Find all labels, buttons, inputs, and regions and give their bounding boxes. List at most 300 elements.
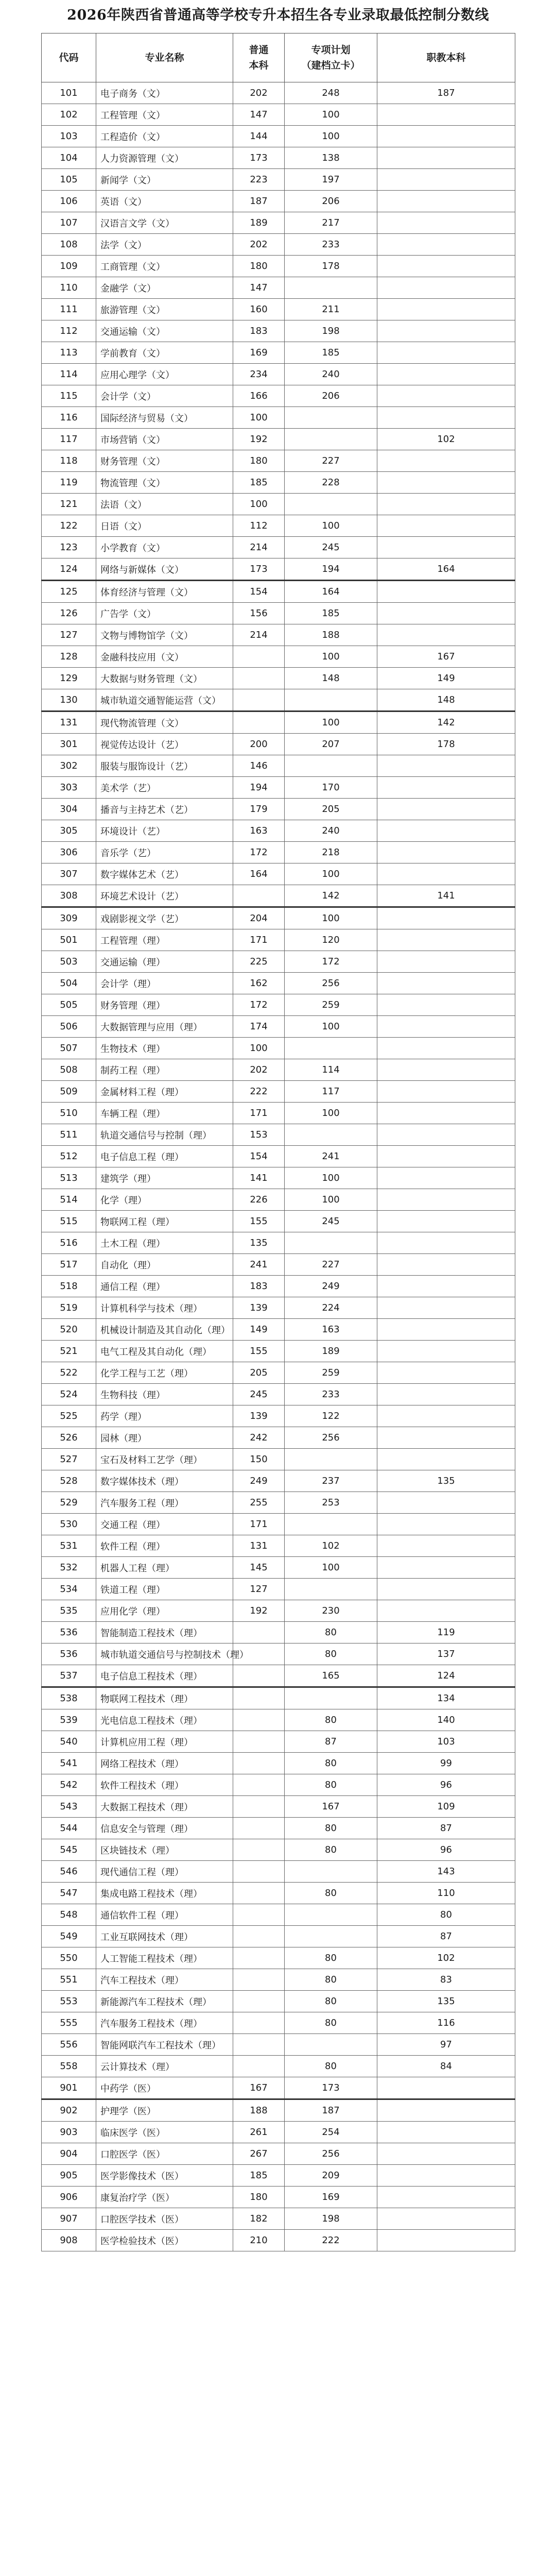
cell-special-plan-score: 80 (285, 1883, 377, 1904)
cell-special-plan-score: 198 (285, 320, 377, 342)
cell-vocational-bachelor-score (377, 1405, 515, 1427)
header-regular-bachelor (233, 33, 285, 82)
cell-major-name: 网络与新媒体（文） (96, 558, 233, 581)
cell-special-plan-score: 80 (285, 1709, 377, 1731)
cell-vocational-bachelor-score (377, 1146, 515, 1167)
table-row (42, 212, 515, 234)
cell-major-name: 康复治疗学（医） (96, 2187, 233, 2208)
cell-code: 550 (42, 1947, 96, 1969)
cell-code: 103 (42, 126, 96, 147)
cell-code: 556 (42, 2034, 96, 2056)
cell-code: 118 (42, 450, 96, 472)
cell-vocational-bachelor-score (377, 1427, 515, 1449)
cell-regular-bachelor-score: 261 (233, 2122, 285, 2143)
cell-special-plan-score: 188 (285, 624, 377, 646)
cell-vocational-bachelor-score (377, 1362, 515, 1384)
cell-regular-bachelor-score: 214 (233, 624, 285, 646)
table-row (42, 1753, 515, 1774)
cell-major-name: 口腔医学（医） (96, 2143, 233, 2165)
cell-vocational-bachelor-score (377, 777, 515, 799)
cell-special-plan-score: 227 (285, 450, 377, 472)
cell-vocational-bachelor-score (377, 2077, 515, 2099)
cell-code: 509 (42, 1081, 96, 1103)
cell-code: 512 (42, 1146, 96, 1167)
cell-major-name: 智能网联汽车工程技术（理） (96, 2034, 233, 2056)
cell-major-name: 护理学（医） (96, 2099, 233, 2122)
table-row (42, 1904, 515, 1926)
cell-code: 122 (42, 515, 96, 537)
cell-code: 549 (42, 1926, 96, 1947)
cell-major-name: 大数据与财务管理（文） (96, 668, 233, 689)
cell-code: 513 (42, 1167, 96, 1189)
cell-vocational-bachelor-score: 148 (377, 689, 515, 711)
cell-vocational-bachelor-score (377, 842, 515, 863)
cell-vocational-bachelor-score (377, 320, 515, 342)
cell-vocational-bachelor-score: 135 (377, 1470, 515, 1492)
cell-major-name: 自动化（理） (96, 1254, 233, 1276)
cell-code: 543 (42, 1796, 96, 1818)
cell-vocational-bachelor-score (377, 1081, 515, 1103)
cell-major-name: 工业互联网技术（理） (96, 1926, 233, 1947)
cell-special-plan-score (285, 1514, 377, 1535)
table-row (42, 929, 515, 951)
cell-code: 114 (42, 364, 96, 385)
table-row (42, 277, 515, 299)
cell-code: 902 (42, 2099, 96, 2122)
table-row (42, 1883, 515, 1904)
table-row (42, 1861, 515, 1883)
cell-vocational-bachelor-score (377, 1038, 515, 1059)
cell-vocational-bachelor-score: 102 (377, 429, 515, 450)
cell-major-name: 汽车工程技术（理） (96, 1969, 233, 1991)
cell-code: 510 (42, 1103, 96, 1124)
table-row (42, 2034, 515, 2056)
cell-regular-bachelor-score: 100 (233, 407, 285, 429)
cell-regular-bachelor-score (233, 2012, 285, 2034)
cell-vocational-bachelor-score: 103 (377, 1731, 515, 1753)
cell-major-name: 法语（文） (96, 494, 233, 515)
cell-regular-bachelor-score: 155 (233, 1211, 285, 1232)
cell-code: 504 (42, 973, 96, 994)
cell-vocational-bachelor-score (377, 191, 515, 212)
cell-regular-bachelor-score: 155 (233, 1341, 285, 1362)
cell-special-plan-score: 80 (285, 1774, 377, 1796)
cell-vocational-bachelor-score (377, 212, 515, 234)
cell-code: 105 (42, 169, 96, 191)
cell-vocational-bachelor-score (377, 1103, 515, 1124)
cell-special-plan-score: 256 (285, 1427, 377, 1449)
cell-code: 535 (42, 1600, 96, 1622)
cell-regular-bachelor-score (233, 1709, 285, 1731)
cell-code: 542 (42, 1774, 96, 1796)
table-row (42, 1839, 515, 1861)
cell-code: 112 (42, 320, 96, 342)
cell-special-plan-score: 245 (285, 1211, 377, 1232)
table-row (42, 1081, 515, 1103)
cell-regular-bachelor-score: 214 (233, 537, 285, 558)
table-row (42, 1427, 515, 1449)
cell-special-plan-score: 80 (285, 1818, 377, 1839)
cell-special-plan-score: 100 (285, 1016, 377, 1038)
table-row (42, 558, 515, 581)
cell-vocational-bachelor-score (377, 1514, 515, 1535)
table-row (42, 1124, 515, 1146)
cell-vocational-bachelor-score: 149 (377, 668, 515, 689)
cell-major-name: 物联网工程技术（理） (96, 1687, 233, 1709)
cell-special-plan-score: 173 (285, 2077, 377, 2099)
cell-vocational-bachelor-score (377, 1276, 515, 1297)
cell-special-plan-score: 80 (285, 1991, 377, 2012)
cell-code: 553 (42, 1991, 96, 2012)
table-row (42, 646, 515, 668)
cell-major-name: 数字媒体艺术（艺） (96, 863, 233, 885)
cell-regular-bachelor-score: 241 (233, 1254, 285, 1276)
header-code: 代码 (42, 33, 96, 82)
cell-regular-bachelor-score: 163 (233, 820, 285, 842)
cell-major-name: 体育经济与管理（文） (96, 581, 233, 603)
cell-major-name: 应用心理学（文） (96, 364, 233, 385)
cell-vocational-bachelor-score: 142 (377, 711, 515, 734)
table-row (42, 256, 515, 277)
table-row (42, 1926, 515, 1947)
cell-major-name: 环境设计（艺） (96, 820, 233, 842)
cell-regular-bachelor-score (233, 1774, 285, 1796)
cell-regular-bachelor-score (233, 1947, 285, 1969)
header-name: 专业名称 (96, 33, 233, 82)
cell-major-name: 旅游管理（文） (96, 299, 233, 320)
cell-special-plan-score: 80 (285, 1753, 377, 1774)
cell-major-name: 戏剧影视文学（艺） (96, 907, 233, 929)
table-row (42, 1146, 515, 1167)
cell-regular-bachelor-score: 172 (233, 842, 285, 863)
cell-major-name: 计算机应用工程（理） (96, 1731, 233, 1753)
cell-major-name: 人力资源管理（文） (96, 147, 233, 169)
table-row (42, 2122, 515, 2143)
table-row (42, 1774, 515, 1796)
cell-regular-bachelor-score: 180 (233, 256, 285, 277)
cell-regular-bachelor-score (233, 885, 285, 907)
cell-code: 511 (42, 1124, 96, 1146)
cell-regular-bachelor-score: 100 (233, 1038, 285, 1059)
cell-special-plan-score: 256 (285, 2143, 377, 2165)
cell-major-name: 物联网工程（理） (96, 1211, 233, 1232)
cell-vocational-bachelor-score (377, 1384, 515, 1405)
cell-code: 115 (42, 385, 96, 407)
cell-major-name: 数字媒体技术（理） (96, 1470, 233, 1492)
cell-special-plan-score (285, 407, 377, 429)
cell-regular-bachelor-score: 200 (233, 734, 285, 755)
cell-major-name: 网络工程技术（理） (96, 1753, 233, 1774)
cell-major-name: 小学教育（文） (96, 537, 233, 558)
cell-special-plan-score: 80 (285, 1622, 377, 1643)
header-regular-bachelor-line1: 普通 (249, 44, 269, 56)
cell-regular-bachelor-score: 194 (233, 777, 285, 799)
cell-regular-bachelor-score: 172 (233, 994, 285, 1016)
cell-code: 131 (42, 711, 96, 734)
cell-code: 547 (42, 1883, 96, 1904)
table-row (42, 1016, 515, 1038)
cell-major-name: 制药工程（理） (96, 1059, 233, 1081)
header-special-plan-line2: （建档立卡） (301, 60, 360, 71)
cell-code: 528 (42, 1470, 96, 1492)
cell-regular-bachelor-score: 156 (233, 603, 285, 624)
cell-vocational-bachelor-score (377, 1016, 515, 1038)
cell-special-plan-score (285, 1904, 377, 1926)
cell-major-name: 铁道工程（理） (96, 1579, 233, 1600)
cell-vocational-bachelor-score (377, 929, 515, 951)
cell-major-name: 国际经济与贸易（文） (96, 407, 233, 429)
cell-special-plan-score: 80 (285, 1839, 377, 1861)
cell-code: 110 (42, 277, 96, 299)
cell-regular-bachelor-score (233, 1622, 285, 1643)
cell-regular-bachelor-score: 223 (233, 169, 285, 191)
cell-major-name: 土木工程（理） (96, 1232, 233, 1254)
cell-code: 529 (42, 1492, 96, 1514)
cell-code: 506 (42, 1016, 96, 1038)
cell-code: 301 (42, 734, 96, 755)
cell-vocational-bachelor-score (377, 1059, 515, 1081)
cell-special-plan-score: 100 (285, 1103, 377, 1124)
cell-vocational-bachelor-score (377, 603, 515, 624)
table-row (42, 951, 515, 973)
cell-vocational-bachelor-score (377, 2208, 515, 2230)
cell-regular-bachelor-score: 154 (233, 1146, 285, 1167)
cell-code: 306 (42, 842, 96, 863)
cell-special-plan-score: 187 (285, 2099, 377, 2122)
cell-regular-bachelor-score: 154 (233, 581, 285, 603)
table-row (42, 1600, 515, 1622)
cell-code: 123 (42, 537, 96, 558)
cell-vocational-bachelor-score: 80 (377, 1904, 515, 1926)
cell-regular-bachelor-score (233, 1926, 285, 1947)
cell-regular-bachelor-score (233, 1904, 285, 1926)
cell-vocational-bachelor-score (377, 407, 515, 429)
cell-special-plan-score: 100 (285, 515, 377, 537)
cell-vocational-bachelor-score (377, 581, 515, 603)
cell-regular-bachelor-score: 141 (233, 1167, 285, 1189)
cell-vocational-bachelor-score (377, 2230, 515, 2251)
cell-special-plan-score: 211 (285, 299, 377, 320)
cell-code: 901 (42, 2077, 96, 2099)
cell-major-name: 学前教育（文） (96, 342, 233, 364)
cell-vocational-bachelor-score (377, 126, 515, 147)
cell-code: 516 (42, 1232, 96, 1254)
cell-special-plan-score: 198 (285, 2208, 377, 2230)
cell-regular-bachelor-score: 145 (233, 1557, 285, 1579)
cell-regular-bachelor-score: 180 (233, 2187, 285, 2208)
header-vocational-bachelor: 职教本科 (377, 33, 515, 82)
cell-special-plan-score: 233 (285, 1384, 377, 1405)
table-row (42, 1622, 515, 1643)
cell-code: 107 (42, 212, 96, 234)
cell-vocational-bachelor-score (377, 1557, 515, 1579)
cell-major-name: 光电信息工程技术（理） (96, 1709, 233, 1731)
cell-special-plan-score: 245 (285, 537, 377, 558)
cell-regular-bachelor-score: 169 (233, 342, 285, 364)
cell-regular-bachelor-score: 160 (233, 299, 285, 320)
cell-vocational-bachelor-score (377, 342, 515, 364)
cell-major-name: 交通运输（文） (96, 320, 233, 342)
cell-major-name: 英语（文） (96, 191, 233, 212)
cell-major-name: 现代物流管理（文） (96, 711, 233, 734)
table-row (42, 2230, 515, 2251)
table-row (42, 668, 515, 689)
table-header-row (42, 33, 515, 82)
cell-regular-bachelor-score: 222 (233, 1081, 285, 1103)
cell-code: 117 (42, 429, 96, 450)
cell-vocational-bachelor-score (377, 1189, 515, 1211)
cell-regular-bachelor-score: 162 (233, 973, 285, 994)
cell-special-plan-score (285, 494, 377, 515)
cell-major-name: 通信软件工程（理） (96, 1904, 233, 1926)
cell-code: 121 (42, 494, 96, 515)
cell-regular-bachelor-score (233, 1731, 285, 1753)
cell-code: 116 (42, 407, 96, 429)
cell-vocational-bachelor-score: 187 (377, 82, 515, 104)
table-row (42, 1514, 515, 1535)
cell-code: 517 (42, 1254, 96, 1276)
cell-vocational-bachelor-score (377, 2187, 515, 2208)
cell-vocational-bachelor-score: 137 (377, 1643, 515, 1665)
table-row (42, 1254, 515, 1276)
cell-regular-bachelor-score: 189 (233, 212, 285, 234)
cell-regular-bachelor-score: 166 (233, 385, 285, 407)
cell-vocational-bachelor-score: 96 (377, 1774, 515, 1796)
table-row (42, 407, 515, 429)
cell-code: 524 (42, 1384, 96, 1405)
cell-major-name: 机器人工程（理） (96, 1557, 233, 1579)
table-row (42, 907, 515, 929)
cell-special-plan-score: 259 (285, 994, 377, 1016)
cell-major-name: 文物与博物馆学（文） (96, 624, 233, 646)
table-row (42, 515, 515, 537)
cell-special-plan-score: 230 (285, 1600, 377, 1622)
cell-special-plan-score: 148 (285, 668, 377, 689)
cell-major-name: 金融科技应用（文） (96, 646, 233, 668)
cell-vocational-bachelor-score: 87 (377, 1926, 515, 1947)
cell-vocational-bachelor-score: 164 (377, 558, 515, 581)
cell-regular-bachelor-score (233, 1753, 285, 1774)
cell-special-plan-score: 207 (285, 734, 377, 755)
cell-regular-bachelor-score: 185 (233, 472, 285, 494)
cell-code: 530 (42, 1514, 96, 1535)
table-row (42, 126, 515, 147)
cell-special-plan-score: 249 (285, 1276, 377, 1297)
table-row (42, 1731, 515, 1753)
cell-regular-bachelor-score: 267 (233, 2143, 285, 2165)
cell-code: 514 (42, 1189, 96, 1211)
cell-special-plan-score: 138 (285, 147, 377, 169)
cell-special-plan-score: 228 (285, 472, 377, 494)
cell-vocational-bachelor-score (377, 537, 515, 558)
cell-major-name: 财务管理（理） (96, 994, 233, 1016)
cell-special-plan-score: 114 (285, 1059, 377, 1081)
cell-special-plan-score: 80 (285, 2012, 377, 2034)
cell-regular-bachelor-score: 242 (233, 1427, 285, 1449)
cell-special-plan-score (285, 1579, 377, 1600)
cell-special-plan-score: 248 (285, 82, 377, 104)
cell-regular-bachelor-score: 204 (233, 907, 285, 929)
cell-regular-bachelor-score (233, 1796, 285, 1818)
table-row (42, 1643, 515, 1665)
table-row (42, 1557, 515, 1579)
table-row (42, 2165, 515, 2187)
table-row (42, 1969, 515, 1991)
cell-special-plan-score: 169 (285, 2187, 377, 2208)
cell-regular-bachelor-score (233, 711, 285, 734)
cell-vocational-bachelor-score (377, 277, 515, 299)
cell-major-name: 医学影像技术（医） (96, 2165, 233, 2187)
cell-major-name: 财务管理（文） (96, 450, 233, 472)
cell-vocational-bachelor-score (377, 494, 515, 515)
cell-special-plan-score: 165 (285, 1665, 377, 1687)
cell-major-name: 医学检验技术（医） (96, 2230, 233, 2251)
table-row (42, 755, 515, 777)
cell-vocational-bachelor-score: 109 (377, 1796, 515, 1818)
cell-regular-bachelor-score: 147 (233, 277, 285, 299)
cell-code: 130 (42, 689, 96, 711)
cell-major-name: 汉语言文学（文） (96, 212, 233, 234)
cell-regular-bachelor-score: 167 (233, 2077, 285, 2099)
cell-vocational-bachelor-score (377, 994, 515, 1016)
cell-regular-bachelor-score: 226 (233, 1189, 285, 1211)
cell-major-name: 汽车服务工程（理） (96, 1492, 233, 1514)
cell-vocational-bachelor-score (377, 1232, 515, 1254)
cell-major-name: 城市轨道交通智能运营（文） (96, 689, 233, 711)
cell-major-name: 药学（理） (96, 1405, 233, 1427)
cell-regular-bachelor-score: 164 (233, 863, 285, 885)
table-row (42, 1796, 515, 1818)
cell-major-name: 电气工程及其自动化（理） (96, 1341, 233, 1362)
cell-special-plan-score: 100 (285, 907, 377, 929)
cell-code: 126 (42, 603, 96, 624)
cell-regular-bachelor-score (233, 1969, 285, 1991)
cell-code: 534 (42, 1579, 96, 1600)
cell-vocational-bachelor-score (377, 1124, 515, 1146)
cell-code: 519 (42, 1297, 96, 1319)
table-row (42, 2056, 515, 2077)
cell-regular-bachelor-score (233, 1883, 285, 1904)
cell-special-plan-score: 218 (285, 842, 377, 863)
cell-major-name: 机械设计制造及其自动化（理） (96, 1319, 233, 1341)
cell-special-plan-score: 240 (285, 820, 377, 842)
cell-code: 109 (42, 256, 96, 277)
page-title: 2026年陕西省普通高等学校专升本招生各专业录取最低控制分数线 (67, 7, 489, 23)
table-row (42, 429, 515, 450)
cell-code: 545 (42, 1839, 96, 1861)
table-row (42, 1189, 515, 1211)
table-row (42, 842, 515, 863)
cell-major-name: 法学（文） (96, 234, 233, 256)
cell-major-name: 环境艺术设计（艺） (96, 885, 233, 907)
table-row (42, 1818, 515, 1839)
table-row (42, 234, 515, 256)
cell-code: 518 (42, 1276, 96, 1297)
cell-major-name: 园林（理） (96, 1427, 233, 1449)
cell-vocational-bachelor-score (377, 515, 515, 537)
cell-special-plan-score: 167 (285, 1796, 377, 1818)
cell-special-plan-score: 227 (285, 1254, 377, 1276)
cell-special-plan-score: 189 (285, 1341, 377, 1362)
table-row (42, 1297, 515, 1319)
cell-special-plan-score (285, 755, 377, 777)
table-row (42, 2077, 515, 2099)
cell-code: 303 (42, 777, 96, 799)
cell-special-plan-score (285, 429, 377, 450)
cell-major-name: 轨道交通信号与控制（理） (96, 1124, 233, 1146)
cell-special-plan-score: 222 (285, 2230, 377, 2251)
cell-major-name: 车辆工程（理） (96, 1103, 233, 1124)
